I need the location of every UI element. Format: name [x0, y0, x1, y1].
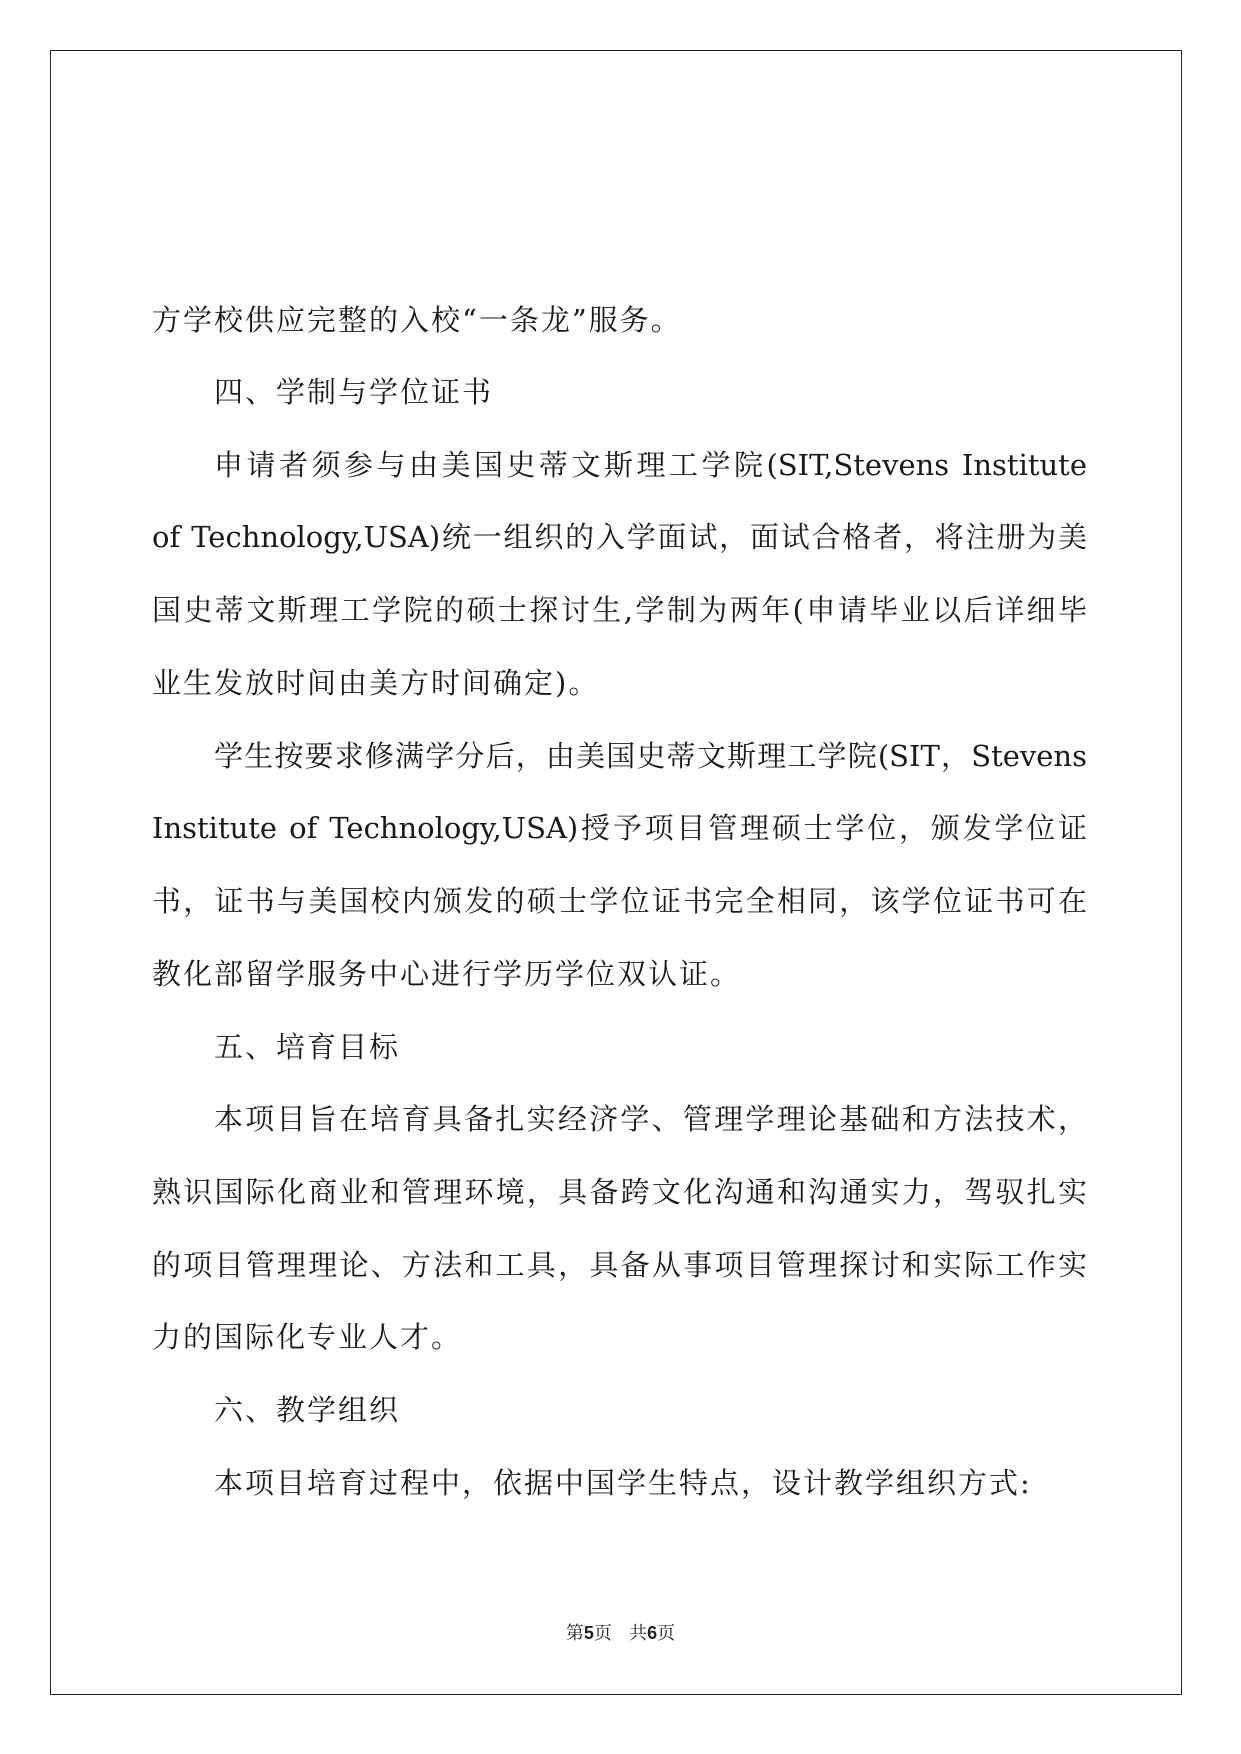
paragraph-line: 力的国际化专业人才。	[152, 1320, 463, 1354]
paragraph-line: 申请者须参与由美国史蒂文斯理工学院(SIT,Stevens Institute	[214, 448, 1087, 482]
section-heading-6: 六、教学组织	[214, 1393, 401, 1427]
footer-page-prefix: 第	[565, 1623, 584, 1644]
paragraph-line: 国史蒂文斯理工学院的硕士探讨生,学制为两年(申请毕业以后详细毕	[152, 593, 1087, 627]
footer-total-suffix: 页	[657, 1623, 676, 1644]
paragraph-line: 本项目培育过程中，依据中国学生特点，设计教学组织方式:	[214, 1466, 1032, 1500]
section-heading-4: 四、学制与学位证书	[214, 375, 494, 409]
paragraph-line: 熟识国际化商业和管理环境，具备跨文化沟通和沟通实力，驾驭扎实	[152, 1175, 1087, 1209]
page-footer	[0, 1619, 1241, 1645]
footer-total-prefix: 共	[629, 1623, 648, 1644]
paragraph-line: 书，证书与美国校内颁发的硕士学位证书完全相同，该学位证书可在	[152, 884, 1087, 918]
paragraph-line: 教化部留学服务中心进行学历学位双认证。	[152, 957, 742, 991]
paragraph-line: Institute of Technology,USA)授予项目管理硕士学位，颁发学位证	[152, 811, 1087, 845]
paragraph-line: 本项目旨在培育具备扎实经济学、管理学理论基础和方法技术，	[214, 1102, 1087, 1136]
footer-page-suffix: 页	[593, 1623, 612, 1644]
paragraph-line: 业生发放时间由美方时间确定)。	[152, 666, 600, 700]
paragraph-line: of Technology,USA)统一组织的入学面试，面试合格者，将注册为美	[152, 520, 1087, 554]
paragraph-line: 学生按要求修满学分后，由美国史蒂文斯理工学院(SIT，Stevens	[214, 739, 1087, 773]
paragraph-line: 的项目管理理论、方法和工具，具备从事项目管理探讨和实际工作实	[152, 1248, 1087, 1282]
paragraph-line: 方学校供应完整的入校“一条龙”服务。	[152, 303, 682, 337]
footer-total-pages: 6	[647, 1623, 658, 1643]
section-heading-5: 五、培育目标	[214, 1030, 401, 1064]
page-frame	[50, 50, 1182, 1695]
footer-page-number: 5	[583, 1623, 594, 1643]
